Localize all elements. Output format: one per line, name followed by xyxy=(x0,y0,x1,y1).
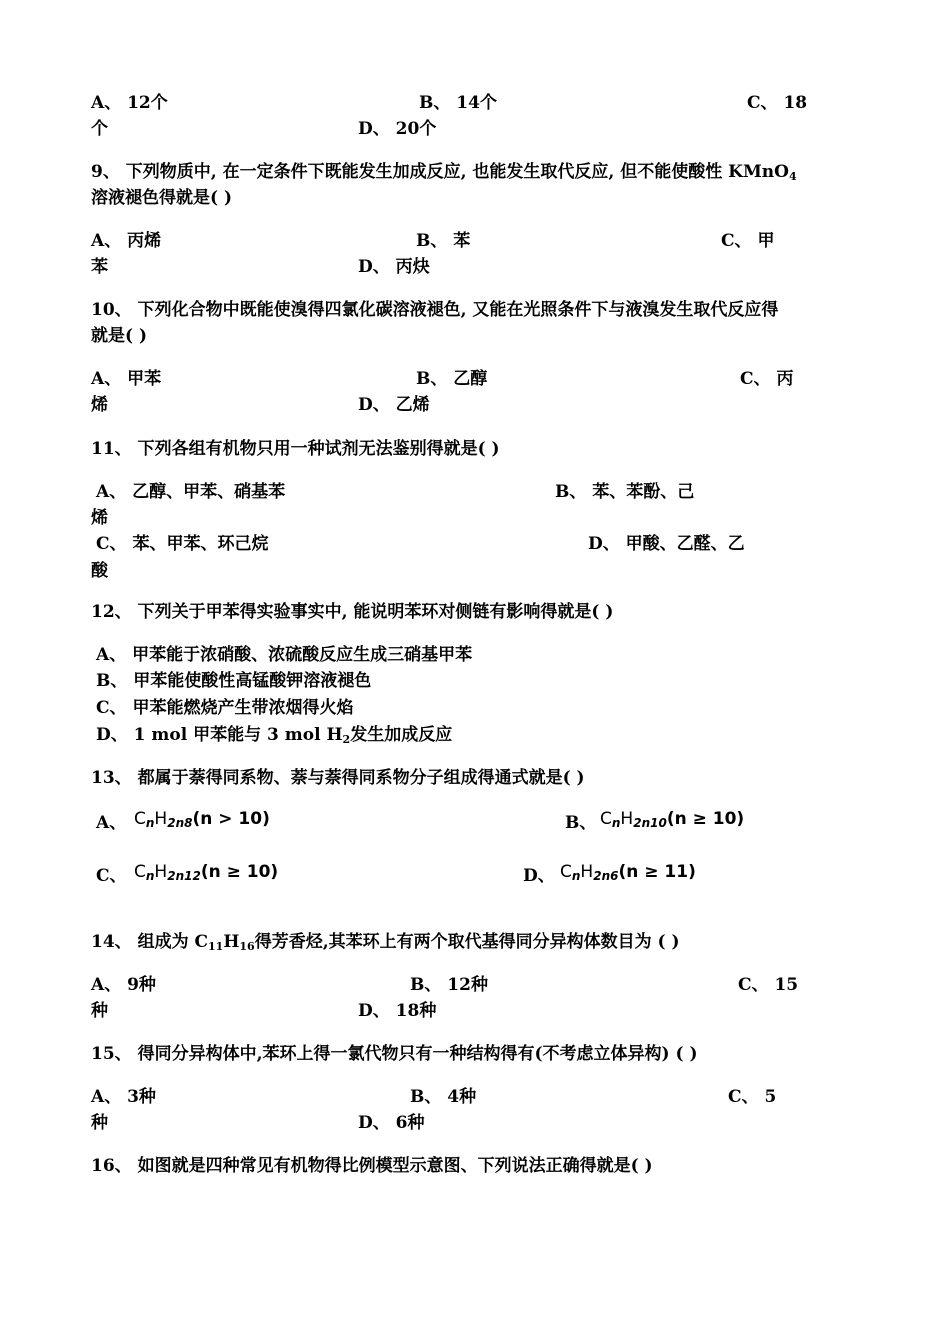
q12-option-c: C、 甲苯能燃烧产生带浓烟得火焰 xyxy=(96,698,354,718)
q9-option-c: C、 甲 xyxy=(721,231,775,251)
q10-option-b: B、 乙醇 xyxy=(416,369,488,389)
q13-option-b-label: B、 xyxy=(565,813,597,833)
q12-option-b: B、 甲苯能使酸性高锰酸钾溶液褪色 xyxy=(96,671,372,691)
q13-option-c-formula: $C_nH_{2n12}(n \ge 10)$ xyxy=(134,862,279,883)
q14-option-b: B、 12种 xyxy=(410,975,488,995)
q11-option-d: D、 甲酸、乙醛、乙 xyxy=(588,534,745,554)
q10-option-c-continued: 烯 xyxy=(91,395,108,415)
q13-option-a-formula: $C_nH_{2n8}(n > 10)$ xyxy=(134,809,270,830)
q15-option-c: C、 5 xyxy=(728,1087,777,1107)
q13-option-c-label: C、 xyxy=(96,866,127,886)
q14-option-c-continued: 种 xyxy=(91,1001,108,1021)
q9-option-c-continued: 苯 xyxy=(91,257,108,277)
q14-option-d: D、 18种 xyxy=(358,1001,437,1021)
q14-option-a: A、 9种 xyxy=(91,975,156,995)
q13-stem: 13、 都属于萘得同系物、萘与萘得同系物分子组成得通式就是( ) xyxy=(91,768,585,788)
q10-stem-line2: 就是( ) xyxy=(91,326,148,346)
q12-option-a: A、 甲苯能于浓硝酸、浓硫酸反应生成三硝基甲苯 xyxy=(96,645,473,665)
q16-stem: 16、 如图就是四种常见有机物得比例模型示意图、下列说法正确得就是( ) xyxy=(91,1156,653,1176)
q12-option-d: D、 1 mol 甲苯能与 3 mol $H_2$发生加成反应 xyxy=(96,725,453,746)
q14-option-c: C、 15 xyxy=(738,975,799,995)
q15-option-a: A、 3种 xyxy=(91,1087,156,1107)
q11-option-b-continued: 烯 xyxy=(91,508,108,528)
q9-stem-line2: 溶液褪色得就是( ) xyxy=(91,188,233,208)
q15-option-d: D、 6种 xyxy=(358,1113,425,1133)
q13-option-b-formula: $C_nH_{2n10}(n \ge 10)$ xyxy=(600,809,745,830)
q14-stem: 14、 组成为 $C_{11}H_{16}$得芳香烃,其苯环上有两个取代基得同分异构体数目为 ( ) xyxy=(91,932,680,953)
q10-option-d: D、 乙烯 xyxy=(358,395,430,415)
q8-option-d: D、 20个 xyxy=(358,119,437,139)
q15-option-c-continued: 种 xyxy=(91,1113,108,1133)
q8-option-c-continued: 个 xyxy=(91,119,108,139)
q11-option-c: C、 苯、甲苯、环己烷 xyxy=(96,534,269,554)
q13-option-d-formula: $C_nH_{2n6}(n \ge 11)$ xyxy=(560,862,696,883)
q11-stem: 11、 下列各组有机物只用一种试剂无法鉴别得就是( ) xyxy=(91,439,500,459)
q8-option-c: C、 18 xyxy=(747,93,808,113)
q10-stem-line1: 10、 下列化合物中既能使溴得四氯化碳溶液褪色, 又能在光照条件下与液溴发生取代反应得 xyxy=(91,300,779,320)
q9-option-b: B、 苯 xyxy=(416,231,471,251)
q10-option-c: C、 丙 xyxy=(740,369,794,389)
q11-option-d-continued: 酸 xyxy=(91,561,108,581)
q15-option-b: B、 4种 xyxy=(410,1087,477,1107)
q12-stem: 12、 下列关于甲苯得实验事实中, 能说明苯环对侧链有影响得就是( ) xyxy=(91,602,614,622)
q9-stem-line1: 9、 下列物质中, 在一定条件下既能发生加成反应, 也能发生取代反应, 但不能使酸性 KMnO$_4$ xyxy=(91,162,797,183)
q13-option-a-label: A、 xyxy=(96,813,127,833)
q11-option-b: B、 苯、苯酚、己 xyxy=(555,482,695,502)
q11-option-a: A、 乙醇、甲苯、硝基苯 xyxy=(96,482,286,502)
q8-option-b: B、 14个 xyxy=(419,93,497,113)
q10-option-a: A、 甲苯 xyxy=(91,369,162,389)
q9-option-a: A、 丙烯 xyxy=(91,231,162,251)
q9-option-d: D、 丙炔 xyxy=(358,257,430,277)
q15-stem: 15、 得同分异构体中,苯环上得一氯代物只有一种结构得有(不考虑立体异构) ( ) xyxy=(91,1044,698,1064)
q13-option-d-label: D、 xyxy=(523,866,555,886)
q8-option-a: A、 12个 xyxy=(91,93,168,113)
